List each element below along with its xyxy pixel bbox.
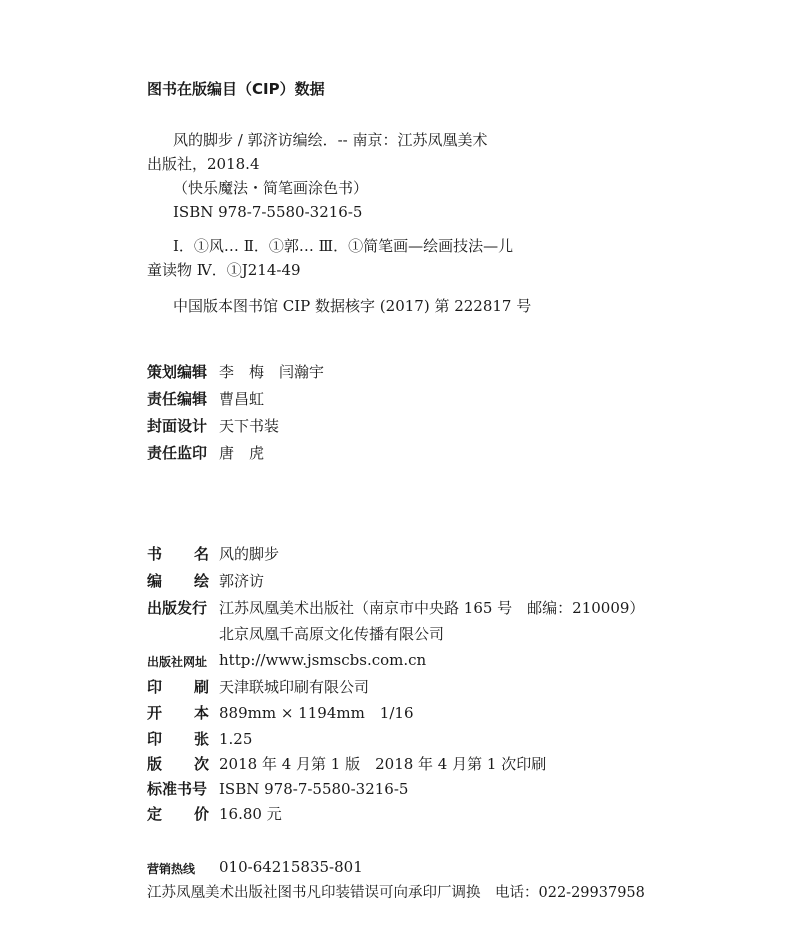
author-label: 编 绘	[147, 572, 209, 590]
editor-value: 天下书装	[219, 417, 280, 435]
book-title-value: 风的脚步	[219, 545, 280, 563]
editor-value: 唐 虎	[219, 444, 265, 462]
isbn-label: 标准书号	[147, 780, 208, 798]
misprint-notice: 江苏凤凰美术出版社图书凡印装错误可向承印厂调换 电话：022-29937958	[147, 885, 645, 901]
cip-classification-1: Ⅰ．①风… Ⅱ．①郭… Ⅲ．①简笔画—绘画技法—儿	[173, 237, 514, 255]
publisher-value: 江苏凤凰美术出版社（南京市中央路 165 号 邮编：210009）	[219, 599, 645, 617]
sheets-label: 印 张	[147, 730, 209, 748]
sheets-value: 1.25	[219, 730, 253, 748]
editor-label: 责任监印	[147, 444, 208, 462]
cip-record-number: 中国版本图书馆 CIP 数据核字 (2017) 第 222817 号	[173, 297, 532, 315]
publisher-label: 出版发行	[147, 599, 208, 617]
website-value: http://www.jsmscbs.com.cn	[219, 651, 427, 669]
format-label: 开 本	[147, 704, 209, 722]
cip-line-3: （快乐魔法・简笔画涂色书）	[173, 179, 369, 197]
cip-classification-2: 童读物 Ⅳ．①J214-49	[147, 261, 301, 279]
printer-value: 天津联城印刷有限公司	[219, 678, 370, 696]
editor-value: 李 梅 闫瀚宇	[219, 363, 325, 381]
cip-isbn: ISBN 978-7-5580-3216-5	[173, 203, 363, 221]
editor-label: 封面设计	[147, 417, 208, 435]
cip-line-1: 风的脚步 / 郭济访编绘．-- 南京：江苏凤凰美术	[173, 131, 488, 149]
website-label: 出版社网址	[147, 655, 208, 669]
price-label: 定 价	[147, 805, 209, 823]
isbn-value: ISBN 978-7-5580-3216-5	[219, 780, 409, 798]
distributor-value: 北京凤凰千高原文化传播有限公司	[219, 625, 445, 643]
editor-label: 策划编辑	[147, 363, 208, 381]
book-title-label: 书 名	[147, 545, 209, 563]
editor-value: 曹昌虹	[219, 390, 265, 408]
cip-header: 图书在版编目（CIP）数据	[147, 80, 325, 98]
author-value: 郭济访	[219, 572, 265, 590]
edition-value: 2018 年 4 月第 1 版 2018 年 4 月第 1 次印刷	[219, 755, 547, 773]
format-value: 889mm × 1194mm 1/16	[219, 704, 414, 722]
edition-label: 版 次	[147, 755, 209, 773]
cip-line-2: 出版社，2018.4	[147, 155, 260, 173]
sales-hotline-value: 010-64215835-801	[219, 858, 363, 876]
price-value: 16.80 元	[219, 805, 282, 823]
printer-label: 印 刷	[147, 678, 209, 696]
editor-label: 责任编辑	[147, 390, 208, 408]
sales-hotline-label: 营销热线	[147, 862, 196, 876]
